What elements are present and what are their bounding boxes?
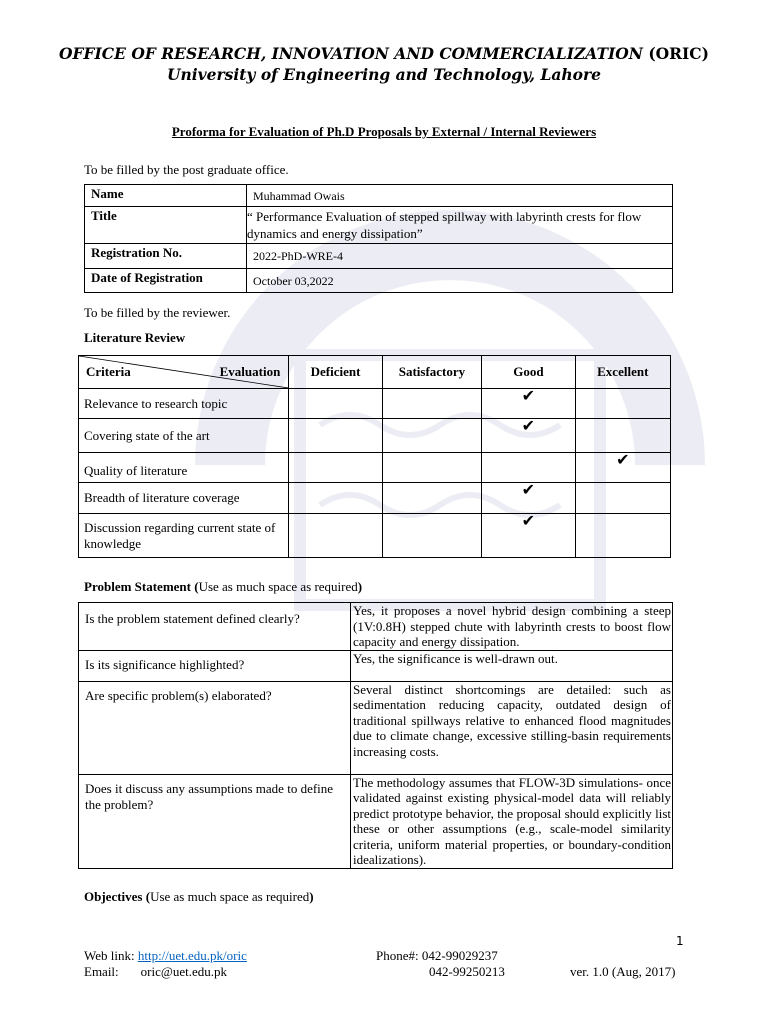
lit-row [79,514,671,558]
lit-cell [382,419,482,453]
lit-cell [382,453,482,483]
student-info-table [84,184,673,293]
office-name: OFFICE OF RESEARCH, INNOVATION AND COMMERCIALIZATION [59,44,643,63]
lit-cell [289,419,382,453]
name-label: Name [85,185,247,207]
objectives-heading-label: Objectives ( [84,889,151,904]
date-label: Date of Registration [85,269,247,293]
criteria-header: Criteria [86,364,131,379]
lit-cell [482,483,575,514]
criteria-evaluation-header [79,356,289,389]
lit-cell [482,453,575,483]
email-value: oric@uet.edu.pk [140,964,228,979]
lit-criterion: Breadth of literature coverage [79,483,289,514]
lit-criterion: Quality of literature [79,453,289,483]
date-value: October 03,2022 [247,269,673,293]
reviewer-note: To be filled by the reviewer. [84,305,231,320]
lit-cell [289,453,382,483]
footer-phone2: 042-99250213 [429,964,505,979]
lit-cell [575,389,670,419]
lit-row [79,483,671,514]
lit-cell [575,514,670,558]
footer-phone: Phone#: 042-99029237 [376,948,498,963]
office-abbr: (ORIC) [648,44,709,63]
lit-cell [289,389,382,419]
problem-question: Are specific problem(s) elaborated? [79,681,351,774]
evaluation-header: Evaluation [219,364,281,379]
lit-cell [482,389,575,419]
check-mark-icon: ✔ [521,513,536,530]
weblink-label: Web link: [84,948,138,963]
registration-value: 2022-PhD-WRE-4 [247,244,673,269]
footer-email [84,964,227,980]
lit-cell [289,483,382,514]
check-mark-icon: ✔ [521,482,536,499]
col-deficient: Deficient [289,356,382,389]
lit-criterion: Relevance to research topic [79,389,289,419]
lit-cell [575,483,670,514]
literature-review-table [78,355,671,558]
problem-question: Is the problem statement defined clearly? [79,603,351,651]
problem-answer: Several distinct shortcomings are detailed: such as sedimentation reducing capacity, outdated design of traditional spillways relative to enhanced flood magnitudes due to climate change, excessive stilling-basin requirements increasing costs. [351,681,673,774]
objectives-heading-note: Use as much space as required [150,889,310,904]
footer-version: ver. 1.0 (Aug, 2017) [570,964,676,979]
lit-cell [382,389,482,419]
registration-label: Registration No. [85,244,247,269]
objectives-heading-close: ) [309,889,314,904]
problem-heading-note: Use as much space as required [198,579,358,594]
problem-heading-label: Problem Statement ( [84,579,199,594]
objectives-heading [84,889,314,905]
problem-question: Does it discuss any assumptions made to define the problem? [79,774,351,868]
col-excellent: Excellent [575,356,670,389]
lit-cell [482,514,575,558]
pg-office-note: To be filled by the post graduate office. [84,162,289,177]
weblink-link[interactable]: http://uet.edu.pk/oric [137,948,247,963]
problem-row [79,774,673,868]
lit-row [79,453,671,483]
problem-row [79,681,673,774]
problem-answer: Yes, the significance is well-drawn out. [351,650,673,681]
proforma-title: Proforma for Evaluation of Ph.D Proposals by External / Internal Reviewers [171,124,597,139]
lit-row [79,389,671,419]
lit-row [79,419,671,453]
email-label: Email: [84,964,119,979]
problem-answer: The methodology assumes that FLOW-3D simulations- once validated against existing physical-model data will reliably predict prototype behavior, the proposal should explicitly list these or other assumptions (e.g., scale-model similarity criteria, uniform material properties, or boundary-condition idealizations). [351,774,673,868]
problem-heading-close: ) [357,579,363,594]
literature-review-heading: Literature Review [84,330,186,345]
check-mark-icon: ✔ [521,388,536,405]
problem-statement-heading [84,579,362,595]
problem-row [79,603,673,651]
footer-weblink [84,948,247,964]
title-value: “ Performance Evaluation of stepped spillway with labyrinth crests for flow dynamics and energy dissipation” [247,207,673,244]
lit-cell [575,419,670,453]
page-number: 1 [676,934,684,948]
office-header [0,44,768,63]
col-satisfactory: Satisfactory [382,356,482,389]
name-value: Muhammad Owais [247,185,673,207]
problem-answer: Yes, it proposes a novel hybrid design combining a steep (1V:0.8H) stepped chute with labyrinth crests to boost flow capacity and energy dissipation. [351,603,673,651]
title-label: Title [85,207,247,244]
check-mark-icon: ✔ [521,418,536,435]
check-mark-icon: ✔ [616,452,630,469]
problem-row [79,650,673,681]
problem-question: Is its significance highlighted? [79,650,351,681]
lit-criterion: Discussion regarding current state of knowledge [79,514,289,558]
lit-cell [575,453,670,483]
lit-cell [289,514,382,558]
lit-cell [382,483,482,514]
lit-criterion: Covering state of the art [79,419,289,453]
university-name: University of Engineering and Technology, Lahore [166,65,602,84]
problem-statement-table [78,602,673,869]
lit-cell [382,514,482,558]
lit-cell [482,419,575,453]
col-good: Good [482,356,575,389]
